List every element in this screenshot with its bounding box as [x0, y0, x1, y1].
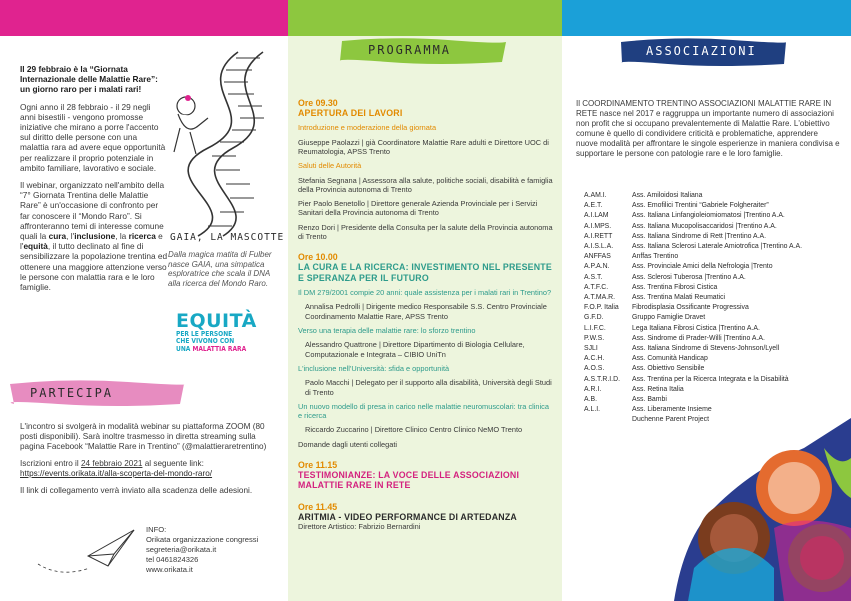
mascot-title: GAIA, LA MASCOTTE: [170, 232, 285, 243]
association-name: Ass. Trentina per la Ricerca Integrata e la Disabilità: [632, 375, 789, 383]
partecipa-banner: [8, 378, 186, 408]
association-name: Ass. Obiettivo Sensibile: [632, 365, 705, 373]
children-portrait-artwork: [674, 418, 851, 601]
association-row: [584, 344, 846, 354]
program-schedule: [298, 98, 554, 543]
association-abbreviation: A.P.A.N.: [584, 263, 610, 271]
programma-title: PROGRAMMA: [368, 43, 452, 57]
equita-line-2: CHE VIVONO CON: [176, 337, 235, 346]
association-abbreviation: A.C.H.: [584, 355, 605, 363]
association-abbreviation: A.I.RETT: [584, 232, 613, 240]
programma-banner: [338, 36, 508, 66]
association-row: [584, 273, 846, 283]
association-abbreviation: L.I.F.C.: [584, 324, 606, 332]
associazioni-banner: [618, 36, 788, 68]
equita-line-1: PER LE PERSONE: [176, 330, 233, 338]
info-label: INFO:: [146, 525, 167, 534]
association-abbreviation: F.O.P. Italia: [584, 304, 619, 312]
session-title: LA CURA E LA RICERCA: INVESTIMENTO NEL PRESENTE E SPERANZA PER IL FUTURO: [298, 262, 552, 283]
association-name: Ass. Italiana Sindrome di Stevens-Johnson/Lyell: [632, 345, 780, 353]
speaker-entry: Stefania Segnana | Assessora alla salute, politiche sociali, disabilità e famiglia della Provincia autonoma di Trento: [298, 175, 553, 194]
association-row: [584, 191, 846, 201]
association-row: [584, 313, 846, 323]
speaker-entry: Renzo Dori | Presidente della Consulta per la salute della Provincia autonoma di Trento: [298, 222, 553, 242]
association-row: [584, 293, 846, 303]
association-row: [584, 222, 846, 232]
association-abbreviation: A.I.LAM: [584, 212, 609, 220]
mascot-description: Dalla magica matita di Fulber nasce GAIA, una simpatica esploratrice che scala il DNA alla ricerca del Mondo Raro.: [168, 250, 272, 288]
association-row: [584, 375, 846, 385]
association-name: Ass. Liberamente Insieme: [632, 406, 712, 414]
association-row: [584, 385, 846, 395]
session-research: [298, 252, 554, 449]
session-time: Ore 09.30: [298, 98, 338, 108]
session-time: Ore 11.45: [298, 501, 338, 512]
association-name: Ass. Trentina Fibrosi Cistica: [632, 283, 718, 291]
partecipa-text: [20, 422, 272, 503]
association-name: Ass. Emofilici Trentini “Gabriele Folgheraiter”: [632, 202, 769, 210]
session-time: Ore 10.00: [298, 252, 338, 263]
association-abbreviation: A.T.F.C.: [584, 283, 609, 291]
association-abbreviation: ANFFAS: [584, 253, 611, 261]
session-subheading: Saluti delle Autorità: [298, 161, 362, 171]
session-title: TESTIMONIANZE: LA VOCE DELLE ASSOCIAZIONI MALATTIE RARE IN RETE: [298, 470, 520, 491]
speaker-entry: Riccardo Zuccarino | Direttore Clinico Centro Clinico NeMO Trento: [305, 425, 523, 435]
info-website[interactable]: www.orikata.it: [146, 565, 193, 574]
association-name: Ass. Retina Italia: [632, 385, 684, 393]
association-abbreviation: SJLI: [584, 345, 598, 353]
partecipa-paragraph-1: L'incontro si svolgerà in modalità webinar su piattaforma ZOOM (80 posti disponibili). Sarà inoltre trasmesso in diretta streaming sulla pagina Facebook “Malattie Rare in Trentino” (@malattieraretrentino): [20, 422, 267, 451]
paper-plane-icon: [30, 520, 142, 580]
association-row: [584, 354, 846, 364]
association-row: [584, 283, 846, 293]
association-row: [584, 211, 846, 221]
talk-title: L'inclusione nell'Università: sfida e opportunità: [298, 363, 450, 373]
blue-header-bar: [562, 0, 851, 36]
association-abbreviation: A.S.T.R.I.D.: [584, 375, 620, 383]
speaker-entry: Giuseppe Paolazzi | già Coordinatore Malattie Rare adulti e Direttore UOC di Reumatologia, APSS Trento: [298, 137, 549, 156]
talk-title: Il DM 279/2001 compie 20 anni: quale assistenza per i malati rari in Trentino?: [298, 288, 552, 298]
intro-paragraph-2: Il webinar, organizzato nell'ambito della “7° Giornata Trentina delle Malattie Rare” è un'occasione di confronto per far conoscere il “Mondo Raro”. Si affronteranno temi di interesse comune quali la cura, l'inclusione, la ricerca e l'equità, il tutto declinato al fine di sensibilizzare la popolazione trentina ed ottenere una maggiore attenzione verso le persone con malattia rara e le loro famiglie.: [20, 180, 168, 293]
association-abbreviation: G.F.D.: [584, 314, 604, 322]
session-time: Ore 11.15: [298, 460, 338, 471]
session-subheading: Direttore Artistico: Fabrizio Bernardini: [298, 522, 421, 532]
association-row: [584, 334, 846, 344]
association-name: Ass. Italiana Sindrome di Rett |Trentino A.A.: [632, 232, 767, 240]
association-row: [584, 232, 846, 242]
association-row: [584, 324, 846, 334]
association-name: Gruppo Famiglie Dravet: [632, 314, 706, 322]
session-opening: [298, 98, 554, 241]
association-abbreviation: A.I.S.L.A.: [584, 243, 614, 251]
deadline-date: 24 febbraio 2021: [80, 459, 143, 468]
association-name: Ass. Italiana Mucopolisaccaridosi |Trentino A.A.: [632, 222, 777, 230]
associazioni-title: ASSOCIAZIONI: [646, 44, 757, 58]
info-email[interactable]: segreteria@orikata.it: [146, 545, 217, 554]
intro-text: [20, 64, 168, 299]
partecipa-paragraph-2: Iscrizioni entro il 24 febbraio 2021 al seguente link: https://events.orikata.it/alla-scoperta-del-mondo-raro/: [20, 459, 213, 478]
association-name: Ass. Italiana Sclerosi Laterale Amiotrofica |Trentino A.A.: [632, 243, 803, 251]
session-performance: [298, 502, 554, 532]
session-title: ARITMIA - VIDEO PERFORMANCE DI ARTEDANZA: [298, 511, 517, 522]
association-name: Ass. Sindrome di Prader-Willi |Trentino A.A.: [632, 334, 765, 342]
speaker-entry: Paolo Macchi | Delegato per il supporto alla disabilità, Università degli Studi di Trento: [305, 378, 552, 397]
association-abbreviation: A.T.MA.R.: [584, 294, 616, 302]
session-subheading: Introduzione e moderazione della giornata: [298, 123, 437, 133]
association-name: Lega Italiana Fibrosi Cistica |Trentino A.A.: [632, 324, 760, 332]
green-header-bar: [288, 0, 562, 36]
info-block: [146, 525, 286, 575]
association-abbreviation: A.E.T.: [584, 202, 603, 210]
info-phone: tel 0461824326: [146, 555, 199, 564]
speaker-entry: Alessandro Quattrone | Direttore Dipartimento di Biologia Cellulare, Computazionale e Integrata – CIBIO UniTn: [305, 340, 525, 359]
association-name: Ass. Sclerosi Tuberosa |Trentino A.A.: [632, 273, 746, 281]
association-name: Ass. Italiana Linfangioleiomiomatosi |Trentino A.A.: [632, 212, 785, 220]
session-title: APERTURA DEI LAVORI: [298, 108, 403, 118]
questions-item: Domande dagli utenti collegati: [298, 439, 398, 449]
association-row: [584, 405, 846, 415]
left-panel: [0, 0, 288, 601]
dna-mascot-illustration: [168, 48, 278, 238]
speaker-entry: Annalisa Pedrolli | Dirigente medico Responsabile S.S. Centro Provinciale Coordinamento Malattie Rare, APSS Trento: [305, 302, 547, 321]
associations-panel: [562, 0, 851, 601]
partecipa-title: PARTECIPA: [30, 386, 114, 400]
association-name: Ass. Provinciale Amici della Nefrologia |Trento: [632, 263, 773, 271]
talk-title: Un nuovo modello di presa in carico nelle malattie neuromuscolari: tra clinica e ricerca: [298, 401, 549, 421]
session-testimonials: [298, 460, 554, 491]
association-name: Ass. Comunità Handicap: [632, 355, 708, 363]
association-row: [584, 262, 846, 272]
talk-title: Verso una terapia delle malattie rare: lo sforzo trentino: [298, 326, 476, 336]
registration-link[interactable]: https://events.orikata.it/alla-scoperta-del-mondo-raro/: [20, 469, 213, 478]
association-row: [584, 252, 846, 262]
pink-header-bar: [0, 0, 288, 36]
equita-logo: [176, 312, 272, 370]
association-abbreviation: A.O.S.: [584, 365, 605, 373]
intro-paragraph-1: Ogni anno il 28 febbraio - il 29 negli anni bisestili - vengono promosse iniziative che mirano a porre l'accento sul diritto delle persone con una malattia rara ad avere eque opportunità per realizzare il proprio potenziale in ambito familiare, lavorativo e sociale.: [20, 101, 166, 173]
partecipa-paragraph-3: Il link di collegamento verrà inviato alla scadenza delle adesioni.: [20, 486, 253, 495]
association-row: [584, 242, 846, 252]
program-panel: [288, 0, 562, 601]
speaker-entry: Pier Paolo Benetollo | Direttore generale Azienda Provinciale per i Servizi Sanitari della Provincia autonoma di Trento: [298, 199, 538, 218]
association-abbreviation: P.W.S.: [584, 334, 605, 342]
association-name: Fibrodisplasia Ossificante Progressiva: [632, 304, 749, 312]
association-name: Ass. Bambi: [632, 396, 667, 404]
intro-heading: Il 29 febbraio è la “Giornata Internazionale delle Malattie Rare”: un giorno raro per i malati rari!: [20, 64, 158, 95]
association-abbreviation: A.B.: [584, 396, 598, 404]
info-org: Orikata organizzazione congressi: [146, 535, 259, 544]
associations-intro: Il COORDINAMENTO TRENTINO ASSOCIAZIONI MALATTIE RARE IN RETE nasce nel 2017 e raggruppa un importante numero di associazioni non profit che si occupano prevalentemente di Malattie Rare. L'obiettivo comune è quello di condividere criticità e problematiche, apprendere nuove modalità per affrontare le singole esperienze in maniera condivisa e supportare le persone con patologie rare e le loro famiglie.: [576, 99, 840, 158]
association-name: Anffas Trentino: [632, 253, 679, 261]
association-name: Ass. Amiloidosi Italiana: [632, 192, 703, 199]
association-abbreviation: A.I.MPS.: [584, 222, 612, 230]
association-abbreviation: [584, 415, 632, 425]
association-name: Ass. Trentina Malati Reumatici: [632, 294, 726, 302]
equita-line-3: UNA MALATTIA RARA: [176, 344, 247, 353]
association-row: [584, 364, 846, 374]
association-row: [584, 201, 846, 211]
association-name: Duchenne Parent Project: [632, 416, 709, 424]
association-row: [584, 303, 846, 313]
association-abbreviation: A.AM.I.: [584, 192, 607, 199]
associations-list: [584, 191, 846, 426]
association-abbreviation: A.L.I.: [584, 406, 601, 414]
equita-title: EQUITÀ: [176, 310, 257, 332]
association-row: [584, 395, 846, 405]
association-abbreviation: A.R.I.: [584, 385, 602, 393]
association-abbreviation: A.S.T.: [584, 273, 603, 281]
